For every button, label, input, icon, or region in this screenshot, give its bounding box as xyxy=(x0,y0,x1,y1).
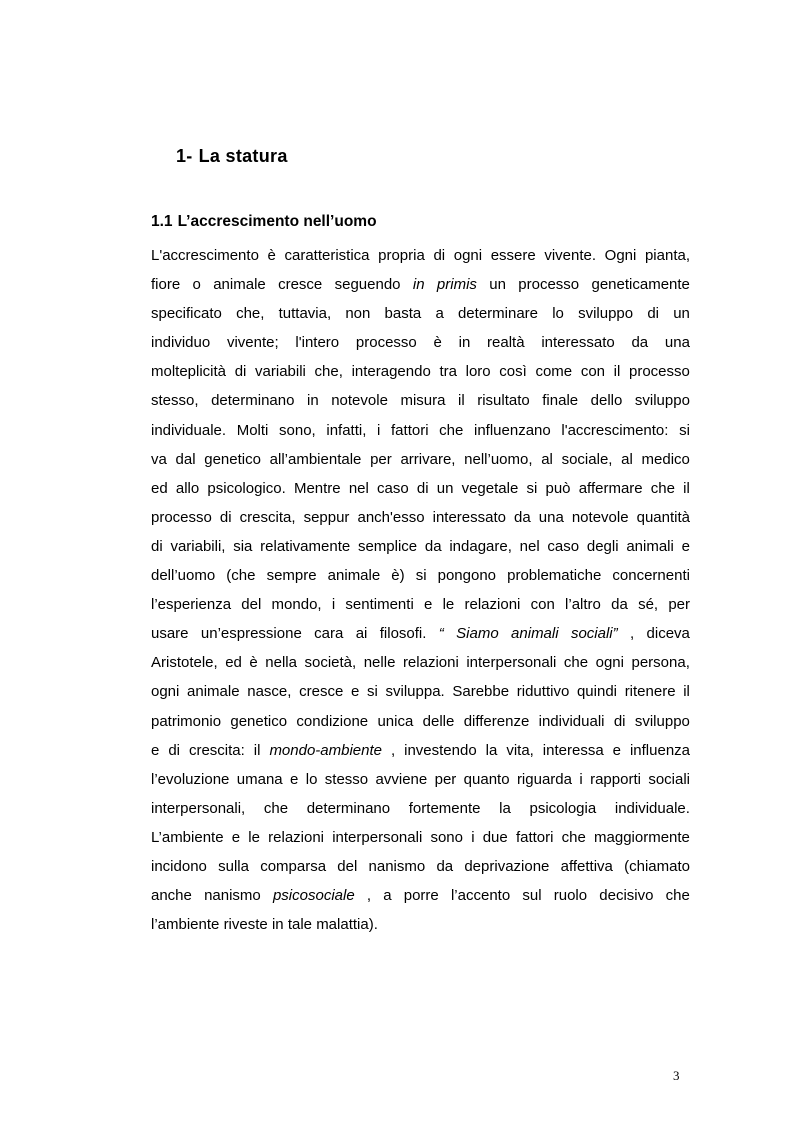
word: un xyxy=(489,276,506,294)
italic-word: animali xyxy=(511,625,559,643)
word: fortemente xyxy=(408,799,481,817)
word: il xyxy=(613,363,621,381)
italic-word: primis xyxy=(436,276,477,294)
word: influenza xyxy=(629,741,690,759)
italic-word: “ xyxy=(438,625,444,643)
word: così xyxy=(499,363,527,381)
word: società, xyxy=(304,654,357,672)
word: individuale. xyxy=(614,799,690,817)
word: sono, xyxy=(279,421,316,439)
word: di xyxy=(613,712,626,730)
word: ogni xyxy=(151,683,180,701)
word: caso xyxy=(547,537,580,555)
word: a xyxy=(383,887,392,905)
word: individuo xyxy=(151,334,211,352)
word: a xyxy=(435,305,444,323)
word: ed xyxy=(151,479,168,497)
word: individuale. xyxy=(151,421,227,439)
word: riguarda xyxy=(516,770,572,788)
word: di xyxy=(151,537,163,555)
word: che xyxy=(439,421,464,439)
word: processo xyxy=(355,334,417,352)
word: risultato xyxy=(477,392,530,410)
text-line xyxy=(151,241,690,270)
word: concernenti xyxy=(612,567,690,585)
text-line xyxy=(151,619,690,648)
word: la xyxy=(485,741,498,759)
word: relazioni xyxy=(402,654,459,672)
word: l'accrescimento: xyxy=(561,421,669,439)
word: con xyxy=(580,363,605,381)
text-line xyxy=(151,445,690,474)
word: fiore xyxy=(151,276,181,294)
word: all’ambientale xyxy=(269,450,362,468)
word: che, xyxy=(314,363,343,381)
word: un’espressione xyxy=(200,625,302,643)
word: Mentre xyxy=(293,479,341,497)
word: interpersonali, xyxy=(151,799,246,817)
word: umana xyxy=(236,770,283,788)
word: e xyxy=(612,741,621,759)
word: sé, xyxy=(638,596,659,614)
word: L'accrescimento xyxy=(151,247,259,264)
word: per xyxy=(434,770,457,788)
word: la xyxy=(499,799,511,817)
word: in xyxy=(271,916,284,934)
word: nell’uomo, xyxy=(464,450,533,468)
word: una xyxy=(664,334,690,352)
text-line xyxy=(151,823,690,852)
word: di xyxy=(416,479,429,497)
word: di xyxy=(234,363,247,381)
word: che xyxy=(561,828,586,846)
word: dal xyxy=(175,450,196,468)
word: individuali xyxy=(538,712,605,730)
chapter-number: 1- xyxy=(176,146,193,166)
word: delle xyxy=(422,712,455,730)
text-line xyxy=(151,910,690,939)
word: ritenere xyxy=(624,683,676,701)
word: , xyxy=(390,741,396,759)
word: specificato xyxy=(151,305,222,323)
word: nel xyxy=(348,479,369,497)
word: anche xyxy=(151,887,192,905)
word: da xyxy=(424,537,442,555)
word: problematiche xyxy=(507,567,602,585)
word: sociali xyxy=(648,770,690,788)
word: usare xyxy=(151,625,189,643)
word: per xyxy=(370,450,392,468)
word: in xyxy=(458,334,471,352)
text-line xyxy=(151,707,690,736)
word: vegetale xyxy=(461,479,519,497)
word: infatti, xyxy=(326,421,367,439)
word: affermare xyxy=(578,479,643,497)
word: ogni xyxy=(595,654,624,672)
word: processo xyxy=(151,508,212,526)
word: è xyxy=(267,247,276,264)
word: un xyxy=(673,305,690,323)
word: quantità xyxy=(636,508,690,526)
word: cresce xyxy=(299,683,344,701)
word: caratteristica xyxy=(284,247,370,264)
word: decisivo xyxy=(599,887,654,905)
word: processo xyxy=(518,276,580,294)
word: l’evoluzione xyxy=(151,770,230,788)
word: ruolo xyxy=(553,887,588,905)
word: si xyxy=(366,683,378,701)
word: Ogni xyxy=(604,247,637,264)
word: allo xyxy=(175,479,200,497)
word: crescita: xyxy=(188,741,245,759)
section-title: L’accrescimento nell’uomo xyxy=(177,213,377,230)
word: il xyxy=(683,479,690,497)
word: notevole xyxy=(331,392,388,410)
word: condizione xyxy=(296,712,369,730)
word: animale xyxy=(327,567,381,585)
word: il xyxy=(458,392,465,410)
word: dell’uomo xyxy=(151,567,216,585)
word: interessato xyxy=(541,334,615,352)
word: lo xyxy=(305,770,318,788)
italic-word: Siamo xyxy=(456,625,499,643)
section-heading xyxy=(151,213,377,231)
word: e xyxy=(424,596,433,614)
word: interessato xyxy=(432,508,506,526)
word: sviluppo xyxy=(634,712,690,730)
italic-word: in xyxy=(412,276,425,294)
word: sviluppo xyxy=(578,305,634,323)
word: che xyxy=(263,799,289,817)
word: il xyxy=(253,741,261,759)
word: va xyxy=(151,450,167,468)
text-line xyxy=(151,590,690,619)
section-number: 1.1 xyxy=(151,213,173,230)
word: di xyxy=(433,247,446,264)
text-line xyxy=(151,474,690,503)
word: misura xyxy=(400,392,446,410)
word: animali xyxy=(626,537,674,555)
word: nanismo xyxy=(204,887,261,905)
word: stesso, xyxy=(151,392,199,410)
text-line xyxy=(151,677,690,706)
word: del xyxy=(241,596,262,614)
word: notevole xyxy=(571,508,629,526)
word: nelle xyxy=(363,654,396,672)
word: tale xyxy=(287,916,312,934)
word: sociale, xyxy=(561,450,613,468)
word: sia xyxy=(233,537,253,555)
word: come xyxy=(535,363,573,381)
word: determinano xyxy=(211,392,295,410)
word: può xyxy=(545,479,571,497)
word: pongono xyxy=(437,567,497,585)
word: Molti xyxy=(236,421,269,439)
word: psicologico. xyxy=(207,479,286,497)
word: L’ambiente xyxy=(151,828,224,846)
word: unica xyxy=(377,712,414,730)
word: genetico xyxy=(204,450,261,468)
word: di xyxy=(168,741,180,759)
word: propria xyxy=(378,247,425,264)
word: si xyxy=(415,567,427,585)
word: sulla xyxy=(218,857,249,875)
text-line xyxy=(151,270,690,299)
word: al xyxy=(541,450,553,468)
word: tra xyxy=(439,363,457,381)
word: caso xyxy=(377,479,409,497)
word: persona, xyxy=(631,654,690,672)
word: un xyxy=(436,479,454,497)
word: non xyxy=(345,305,371,323)
word: (che xyxy=(226,567,256,585)
word: realtà xyxy=(487,334,525,352)
word: molteplicità xyxy=(151,363,227,381)
word: relativamente xyxy=(260,537,351,555)
word: con xyxy=(530,596,555,614)
word: lo xyxy=(552,305,564,323)
word: per xyxy=(668,596,690,614)
word: porre xyxy=(403,887,439,905)
word: vivente; xyxy=(226,334,279,352)
word: sono xyxy=(430,828,463,846)
word: animale xyxy=(187,683,240,701)
chapter-title: La statura xyxy=(198,146,288,166)
word: , xyxy=(629,625,635,643)
word: una xyxy=(538,508,564,526)
word: del xyxy=(337,857,358,875)
word: i xyxy=(471,828,475,846)
word: seppur xyxy=(303,508,350,526)
word: e xyxy=(350,683,360,701)
word: si xyxy=(526,479,538,497)
word: influenzano xyxy=(474,421,551,439)
italic-word: psicosociale xyxy=(272,887,355,905)
chapter-heading xyxy=(176,146,288,167)
word: processo xyxy=(628,363,690,381)
italic-word: sociali” xyxy=(570,625,618,643)
text-line xyxy=(151,386,690,415)
word: genetico xyxy=(230,712,288,730)
word: è xyxy=(249,654,258,672)
word: vita, xyxy=(506,741,534,759)
word: che xyxy=(563,654,589,672)
word: che xyxy=(665,887,690,905)
word: da xyxy=(436,857,454,875)
word: finale xyxy=(542,392,579,410)
text-line xyxy=(151,561,690,590)
word: avviene xyxy=(375,770,428,788)
text-line xyxy=(151,299,690,328)
text-line xyxy=(151,416,690,445)
word: nasce, xyxy=(247,683,292,701)
text-line xyxy=(151,328,690,357)
word: l’esperienza xyxy=(151,596,232,614)
word: interpersonali xyxy=(332,828,423,846)
word: investendo xyxy=(404,741,477,759)
word: ogni xyxy=(453,247,483,264)
word: e xyxy=(290,770,299,788)
text-line xyxy=(151,794,690,823)
word: che, xyxy=(236,305,265,323)
word: interagendo xyxy=(351,363,431,381)
word: che xyxy=(650,479,675,497)
word: nella xyxy=(265,654,297,672)
word: variabili xyxy=(255,363,306,381)
word: tuttavia, xyxy=(278,305,332,323)
word: si xyxy=(679,421,690,439)
word: Sarebbe xyxy=(452,683,510,701)
word: arrivare, xyxy=(400,450,456,468)
body-paragraph xyxy=(151,241,690,939)
word: patrimonio xyxy=(151,712,222,730)
word: ed xyxy=(225,654,242,672)
word: nanismo xyxy=(368,857,426,875)
word: e xyxy=(151,741,160,759)
page-number: 3 xyxy=(673,1068,680,1083)
word: sviluppo xyxy=(634,392,690,410)
word: di xyxy=(647,305,659,323)
word: psicologia xyxy=(529,799,597,817)
text-line xyxy=(151,765,690,794)
word: determinare xyxy=(457,305,539,323)
word: quindi xyxy=(576,683,618,701)
word: differenze xyxy=(463,712,530,730)
word: semplice xyxy=(357,537,418,555)
word: mondo, xyxy=(271,596,322,614)
word: e xyxy=(231,828,241,846)
word: è xyxy=(433,334,442,352)
word: relazioni xyxy=(268,828,325,846)
word: stesso xyxy=(324,770,369,788)
word: relazioni xyxy=(464,596,521,614)
word: fattori xyxy=(391,421,429,439)
text-line xyxy=(151,852,690,881)
word: fattori xyxy=(515,828,554,846)
word: sviluppa. xyxy=(385,683,445,701)
word: incidono xyxy=(151,857,207,875)
word: animale xyxy=(213,276,266,294)
word: interessa xyxy=(542,741,604,759)
word: loro xyxy=(465,363,491,381)
word: medico xyxy=(641,450,690,468)
word: , xyxy=(366,887,372,905)
word: quanto xyxy=(463,770,510,788)
text-line xyxy=(151,357,690,386)
word: rapporti xyxy=(590,770,641,788)
word: variabili, xyxy=(170,537,226,555)
word: al xyxy=(621,450,633,468)
word: l’altro xyxy=(565,596,601,614)
word: le xyxy=(442,596,455,614)
word: due xyxy=(482,828,508,846)
word: geneticamente xyxy=(591,276,690,294)
word: maggiormente xyxy=(594,828,690,846)
word: indagare, xyxy=(449,537,512,555)
word: riduttivo xyxy=(516,683,570,701)
word: l’ambiente xyxy=(151,916,220,934)
word: in xyxy=(306,392,319,410)
word: di xyxy=(219,508,232,526)
italic-word: mondo-ambiente xyxy=(269,741,383,759)
word: interpersonali xyxy=(466,654,557,672)
word: le xyxy=(248,828,260,846)
word: basta xyxy=(384,305,422,323)
text-line xyxy=(151,736,690,765)
word: o xyxy=(192,276,201,294)
word: sentimenti xyxy=(345,596,414,614)
word: filosofi. xyxy=(379,625,427,643)
word: riveste xyxy=(223,916,268,934)
text-line xyxy=(151,648,690,677)
word: da xyxy=(631,334,649,352)
word: da xyxy=(514,508,531,526)
word: i xyxy=(331,596,336,614)
word: l'intero xyxy=(295,334,340,352)
word: affettiva xyxy=(560,857,613,875)
word: vivente. xyxy=(544,247,597,264)
word: essere xyxy=(490,247,536,264)
word: comparsa xyxy=(260,857,327,875)
word: sempre xyxy=(266,567,317,585)
text-line xyxy=(151,503,690,532)
word: i xyxy=(377,421,381,439)
word: da xyxy=(611,596,628,614)
word: e xyxy=(681,537,690,555)
text-line xyxy=(151,532,690,561)
word: malattia). xyxy=(316,916,378,934)
word: ai xyxy=(355,625,368,643)
word: diceva xyxy=(646,625,690,643)
word: cara xyxy=(314,625,344,643)
word: seguendo xyxy=(334,276,401,294)
word: è) xyxy=(391,567,405,585)
word: il xyxy=(683,683,690,701)
word: determinano xyxy=(306,799,391,817)
word: deprivazione xyxy=(464,857,550,875)
word: pianta, xyxy=(644,247,690,264)
word: degli xyxy=(586,537,619,555)
word: nel xyxy=(519,537,540,555)
word: sul xyxy=(522,887,542,905)
word: anch'esso xyxy=(357,508,425,526)
word: dello xyxy=(590,392,623,410)
word: cresce xyxy=(278,276,323,294)
word: l’accento xyxy=(450,887,511,905)
word: Aristotele, xyxy=(151,654,218,672)
word: crescita, xyxy=(239,508,296,526)
text-line xyxy=(151,881,690,910)
word: (chiamato xyxy=(624,857,690,875)
word: i xyxy=(579,770,583,788)
